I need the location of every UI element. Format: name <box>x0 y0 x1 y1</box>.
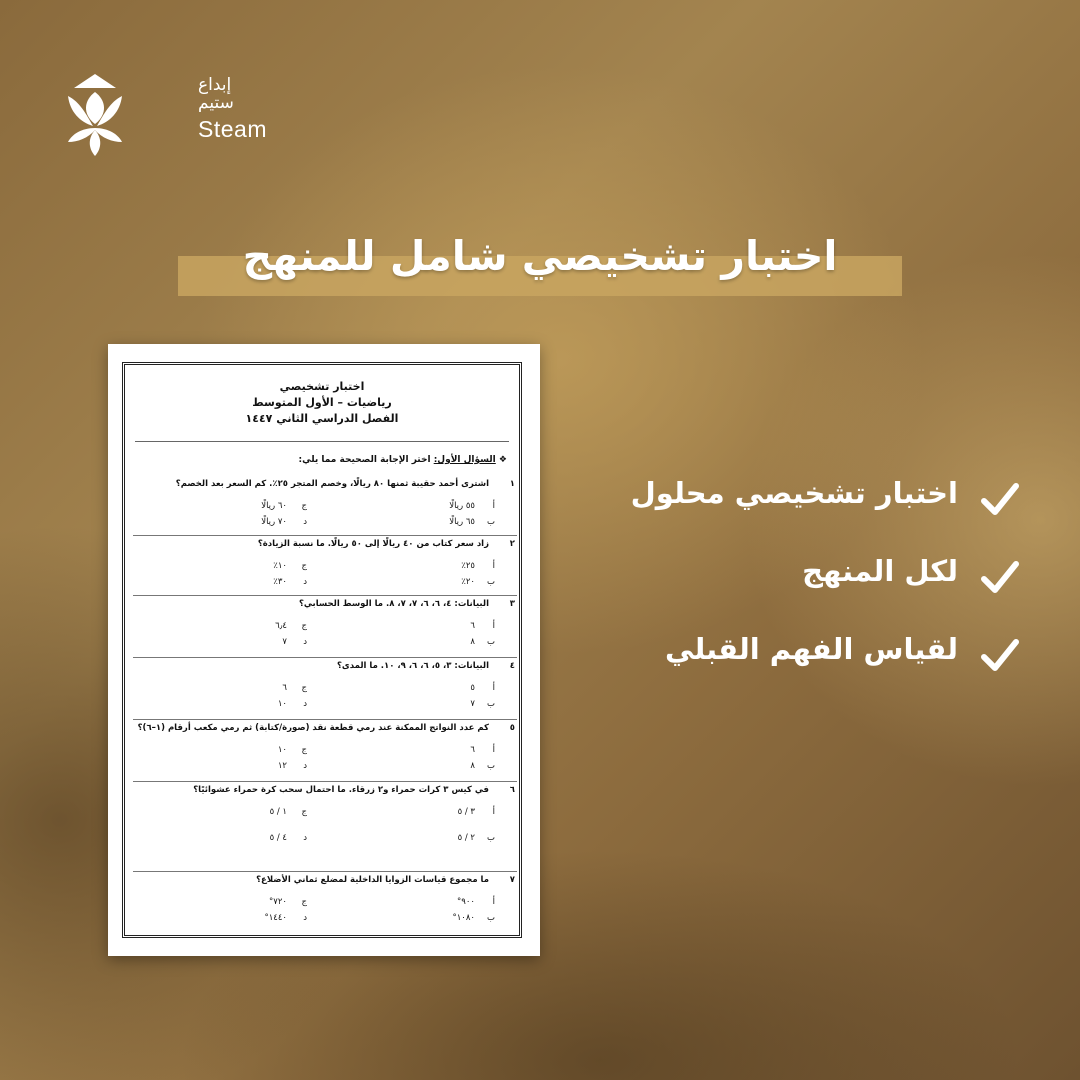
option-value: ١٠٨٠° <box>452 913 475 923</box>
option-letter: أ <box>492 561 495 571</box>
question-divider <box>133 595 517 596</box>
question-block <box>135 539 515 599</box>
option-letter: أ <box>492 807 495 817</box>
question-text: البيانات: ٤، ٦، ٦، ٧، ٧، ٨. ما الوسط الحسابي؟ <box>298 599 489 609</box>
option-value: ١٤٤٠° <box>264 913 287 923</box>
option-value: ٧ <box>470 699 475 709</box>
question-block <box>135 661 515 723</box>
option-value: ٣٠٪ <box>273 577 287 587</box>
option-letter: ب <box>486 577 495 587</box>
answer-option <box>457 897 495 907</box>
answer-option <box>270 833 307 843</box>
option-letter: ج <box>301 501 307 511</box>
answer-option <box>470 699 495 709</box>
answer-option <box>261 501 307 511</box>
header-divider <box>135 441 509 442</box>
feature-item <box>560 548 1020 608</box>
section-instructions: اختر الإجابة الصحيحة مما يلي: <box>298 455 431 465</box>
option-value: ١٢ <box>277 761 287 771</box>
question-block <box>135 875 515 935</box>
answer-option <box>278 699 307 709</box>
option-value: ٣ / ٥ <box>457 807 475 817</box>
feature-text: لكل المنهج <box>802 554 958 588</box>
option-value: ٦ <box>470 745 475 755</box>
option-value: ٩٠٠° <box>457 897 475 907</box>
option-letter: ج <box>301 745 307 755</box>
answer-option <box>273 577 307 587</box>
worksheet-frame <box>122 362 522 938</box>
option-value: ١٠٪ <box>273 561 287 571</box>
option-letter: د <box>303 913 307 923</box>
option-letter: ب <box>486 517 495 527</box>
question-block <box>135 599 515 661</box>
option-letter: د <box>303 699 307 709</box>
question-number: ١ <box>509 479 515 489</box>
option-value: ٧ <box>282 637 287 647</box>
answer-option <box>470 745 495 755</box>
page-title-block <box>178 226 902 296</box>
question-stem <box>176 479 515 489</box>
answer-option <box>458 833 495 843</box>
question-number: ٥ <box>509 723 515 733</box>
answer-option <box>470 761 495 771</box>
option-value: ١ / ٥ <box>269 807 287 817</box>
question-number: ٦ <box>509 785 515 795</box>
brand-arabic-line2: ستيم <box>198 93 234 113</box>
option-value: ٢٥٪ <box>461 561 475 571</box>
question-divider <box>133 871 517 872</box>
lotus-logo-icon <box>64 72 126 158</box>
answer-option <box>275 621 307 631</box>
question-stem <box>193 785 515 795</box>
option-letter: أ <box>492 621 495 631</box>
question-text: اشترى أحمد حقيبة ثمنها ٨٠ ريالًا، وخصم المتجر ٢٥٪. كم السعر بعد الخصم؟ <box>175 479 489 489</box>
option-letter: د <box>303 761 307 771</box>
question-block <box>135 785 515 875</box>
option-value: ٧٢٠° <box>269 897 287 907</box>
worksheet-title: اختبار تشخيصي <box>279 380 365 393</box>
option-value: ٦ <box>470 621 475 631</box>
checkmark-icon <box>980 636 1020 676</box>
option-letter: ب <box>486 699 495 709</box>
answer-option <box>470 683 495 693</box>
option-letter: أ <box>492 897 495 907</box>
answer-option <box>278 761 307 771</box>
answer-option <box>470 621 495 631</box>
page-title: اختبار تشخيصي شامل للمنهج <box>242 232 838 280</box>
option-letter: أ <box>492 683 495 693</box>
answer-option <box>452 913 495 923</box>
question-text: كم عدد النواتج الممكنة عند رمي قطعة نقد (صورة/كتابة) ثم رمي مكعب أرقام (١–٦)؟ <box>137 723 489 733</box>
answer-option <box>458 807 495 817</box>
question-divider <box>133 781 517 782</box>
question-divider <box>133 719 517 720</box>
section-label: السؤال الأول: <box>433 455 496 465</box>
question-stem <box>256 875 515 885</box>
option-letter: ج <box>301 897 307 907</box>
option-value: ١٠ <box>277 699 287 709</box>
option-value: ٨ <box>470 637 475 647</box>
checkmark-icon <box>980 558 1020 598</box>
option-value: ٥ <box>470 683 475 693</box>
option-value: ٦٥ ريالًا <box>449 517 475 527</box>
question-divider <box>133 657 517 658</box>
feature-text: اختبار تشخيصي محلول <box>630 476 958 510</box>
brand-logo <box>64 72 267 158</box>
option-letter: أ <box>492 745 495 755</box>
section-title <box>299 455 508 465</box>
option-letter: ج <box>301 561 307 571</box>
answer-option <box>470 637 495 647</box>
option-value: ٢ / ٥ <box>457 833 475 843</box>
option-value: ٦٫٤ <box>275 621 287 631</box>
checkmark-icon <box>980 480 1020 520</box>
question-text: في كيس ٣ كرات حمراء و٢ زرقاء. ما احتمال سحب كرة حمراء عشوائيًا؟ <box>193 785 489 795</box>
option-value: ٢٠٪ <box>461 577 475 587</box>
answer-option <box>264 913 307 923</box>
answer-option <box>261 517 307 527</box>
question-number: ٣ <box>509 599 515 609</box>
option-letter: ج <box>301 807 307 817</box>
option-value: ١٠ <box>277 745 287 755</box>
answer-option <box>461 561 495 571</box>
question-text: البيانات: ٣، ٥، ٦، ٦، ٩، ١٠. ما المدى؟ <box>337 661 489 671</box>
worksheet-term: الفصل الدراسي الثاني ١٤٤٧ <box>245 412 399 425</box>
question-block <box>135 723 515 785</box>
option-letter: ب <box>486 761 495 771</box>
option-letter: ج <box>301 621 307 631</box>
option-letter: ج <box>301 683 307 693</box>
question-block <box>135 479 515 539</box>
question-divider <box>133 535 517 536</box>
answer-option <box>273 561 307 571</box>
question-stem <box>138 723 515 733</box>
option-letter: ب <box>486 913 495 923</box>
option-letter: أ <box>492 501 495 511</box>
answer-option <box>278 745 307 755</box>
option-value: ٨ <box>470 761 475 771</box>
worksheet-header <box>125 379 519 427</box>
diamond-bullet-icon: ❖ <box>498 455 507 465</box>
option-letter: د <box>303 517 307 527</box>
question-stem <box>258 539 515 549</box>
option-letter: د <box>303 833 307 843</box>
answer-option <box>270 807 307 817</box>
option-value: ٧٠ ريالًا <box>261 517 287 527</box>
answer-option <box>449 517 495 527</box>
worksheet-preview <box>108 344 540 956</box>
feature-item <box>560 626 1020 686</box>
option-letter: ب <box>486 833 495 843</box>
option-letter: ب <box>486 637 495 647</box>
option-value: ٥٥ ريالًا <box>449 501 475 511</box>
option-value: ٤ / ٥ <box>269 833 287 843</box>
question-number: ٧ <box>509 875 515 885</box>
brand-arabic-line1: إبداع <box>198 75 232 95</box>
option-letter: د <box>303 637 307 647</box>
feature-item <box>560 470 1020 530</box>
answer-option <box>269 897 307 907</box>
answer-option <box>282 683 307 693</box>
feature-text: لقياس الفهم القبلي <box>664 632 958 666</box>
option-value: ٦٠ ريالًا <box>261 501 287 511</box>
question-number: ٢ <box>509 539 515 549</box>
question-stem <box>299 599 515 609</box>
question-number: ٤ <box>509 661 515 671</box>
answer-option <box>282 637 307 647</box>
answer-option <box>461 577 495 587</box>
question-text: ما مجموع قياسات الزوايا الداخلية لمضلع ثماني الأضلاع؟ <box>256 875 489 885</box>
option-value: ٦ <box>282 683 287 693</box>
option-letter: د <box>303 577 307 587</box>
question-stem <box>337 661 515 671</box>
brand-english-name: Steam <box>198 116 267 142</box>
worksheet-subject: رياضيات – الأول المتوسط <box>252 396 392 409</box>
answer-option <box>449 501 495 511</box>
question-text: زاد سعر كتاب من ٤٠ ريالًا إلى ٥٠ ريالًا. ما نسبة الزيادة؟ <box>257 539 489 549</box>
